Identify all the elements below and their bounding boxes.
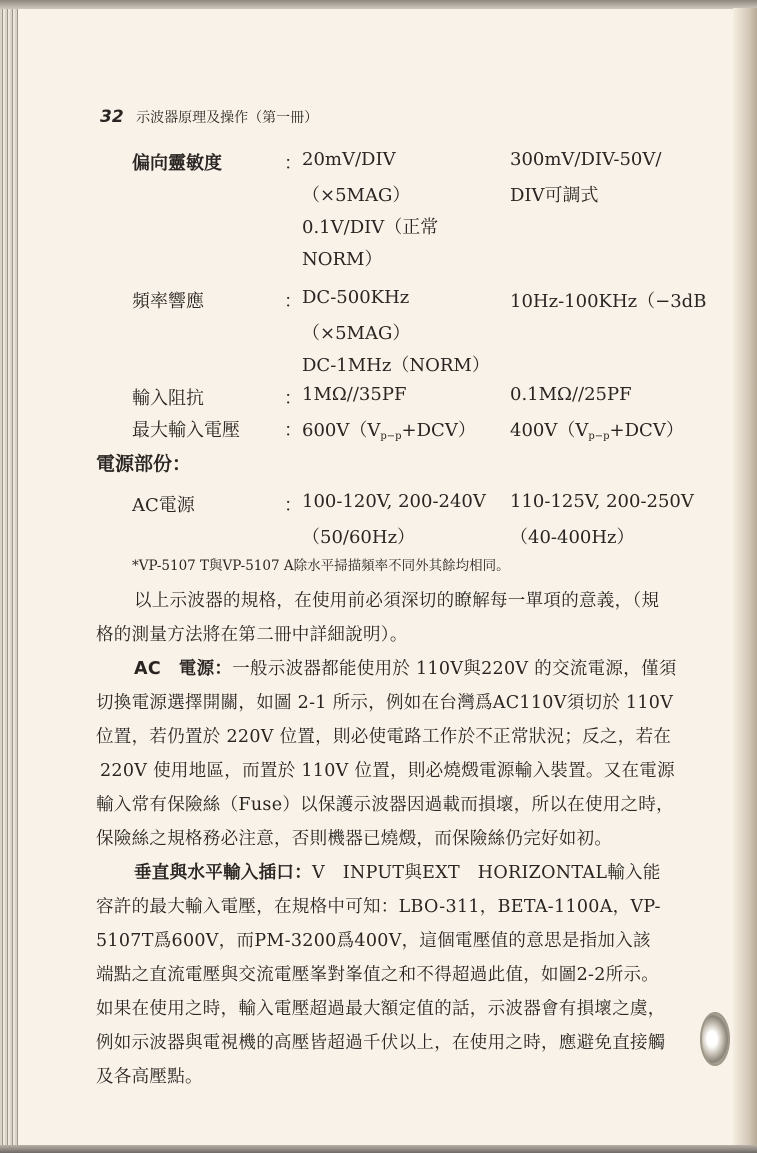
page-gutter-shadow: [733, 8, 757, 1148]
spec-value: 1MΩ∕∕35PF: [302, 384, 407, 405]
spec-value: DC-1MHz（NORM）: [302, 355, 490, 376]
spec-value: [302, 416, 476, 442]
book-page-stack: [0, 6, 18, 1146]
binder-clip-icon: [700, 1012, 730, 1066]
spec-colon: ：: [284, 291, 302, 312]
spec-value: （×5MAG）: [302, 323, 411, 344]
value-text: +DCV）: [609, 420, 684, 441]
spec-value: （×5MAG）: [302, 185, 411, 206]
spec-value-alt: 110-125V, 200-250V: [510, 491, 694, 512]
spec-value-alt: 0.1MΩ∕∕25PF: [510, 384, 632, 405]
page-number: 32: [100, 107, 124, 127]
paragraph-line: 5107T爲600V，而PM-3200爲400V，這個電壓值的意思是指加入該: [96, 931, 651, 951]
paragraph-line: 容許的最大輸入電壓，在規格中可知：LBO-311，BETA-1100A，VP-: [96, 897, 661, 917]
paragraph-line: 例如示波器與電視機的高壓皆超過千伏以上，在使用之時，應避免直接觸: [96, 1033, 666, 1053]
spec-value: 100-120V, 200-240V: [302, 491, 486, 512]
paragraph-line: 如果在使用之時，輸入電壓超過最大額定值的話，示波器會有損壞之虞，: [96, 999, 666, 1019]
section-title-power: 電源部份：: [96, 453, 192, 475]
subscript: p−p: [380, 431, 402, 442]
spec-value: NORM）: [302, 249, 383, 270]
spec-label-deflection: 偏向靈敏度: [132, 153, 222, 174]
paragraph-line: 位置，若仍置於 220V 位置，則必使電路工作於不正常狀況；反之，若在: [96, 727, 672, 747]
running-header: [100, 107, 318, 127]
paragraph-line: 及各高壓點。: [96, 1067, 203, 1087]
paragraph-line: 保險絲之規格務必注意，否則機器已燒燬，而保險絲仍完好如初。: [96, 829, 613, 849]
value-text: 400V（V: [510, 420, 589, 441]
spec-label-ac-power: AC電源: [132, 495, 195, 516]
spec-colon: ：: [284, 153, 302, 174]
subscript: p−p: [588, 431, 610, 442]
spec-label-max-voltage: 最大輸入電壓: [132, 420, 240, 441]
value-text: +DCV）: [401, 420, 476, 441]
book-title: 示波器原理及操作（第一冊）: [136, 110, 319, 126]
spec-value: 0.1V/DIV（正常: [302, 217, 439, 238]
spec-value: DC-500KHz: [302, 287, 410, 308]
paragraph-line: 以上示波器的規格，在使用前必須深切的瞭解每一單項的意義，（規: [134, 591, 660, 611]
paragraph-line: 輸入常有保險絲（Fuse）以保護示波器因過載而損壞，所以在使用之時，: [96, 795, 674, 815]
paragraph-line: 切換電源選擇開關，如圖 2-1 所示，例如在台灣爲AC110V須切於 110V: [96, 693, 674, 713]
spec-value-alt: DIV可調式: [510, 185, 599, 206]
scan-bottom-edge: [0, 1145, 757, 1153]
spec-value-alt: 10Hz-100KHz（−3dB: [510, 291, 707, 312]
paragraph-text: V INPUT與EXT HORIZONTAL輸入能: [312, 863, 661, 883]
value-text: 600V（V: [302, 420, 381, 441]
paragraph-text: 一般示波器都能使用於 110V與220V 的交流電源，僅須: [232, 659, 677, 679]
spec-value-alt: 300mV/DIV-50V/: [510, 149, 662, 170]
footnote: *VP-5107 T與VP-5107 A除水平掃描頻率不同外其餘均相同。: [132, 558, 510, 574]
spec-value-alt: （40-400Hz）: [510, 527, 635, 548]
spec-label-frequency: 頻率響應: [132, 291, 204, 312]
book-page: [18, 9, 733, 1145]
paragraph-line: 格的測量方法將在第二冊中詳細說明）。: [96, 625, 408, 645]
spec-label-impedance: 輸入阻抗: [132, 388, 204, 409]
spec-value: 20mV/DIV: [302, 149, 396, 170]
paragraph-line: [134, 859, 661, 884]
paragraph-heading-inputs: 垂直與水平輸入插口：: [134, 863, 312, 883]
spec-colon: ：: [284, 388, 302, 409]
spec-colon: ：: [284, 420, 302, 441]
spec-value: （50/60Hz）: [302, 527, 416, 548]
scan-top-edge: [0, 0, 757, 9]
paragraph-line: 220V 使用地區，而置於 110V 位置，則必燒燬電源輸入裝置。又在電源: [100, 761, 675, 781]
spec-value-alt: [510, 416, 684, 442]
paragraph-line: 端點之直流電壓與交流電壓峯對峯值之和不得超過此值，如圖2-2所示。: [96, 965, 660, 985]
paragraph-line: [134, 655, 677, 680]
paragraph-heading-ac-power: AC 電源：: [134, 659, 233, 679]
spec-colon: ：: [284, 495, 302, 516]
